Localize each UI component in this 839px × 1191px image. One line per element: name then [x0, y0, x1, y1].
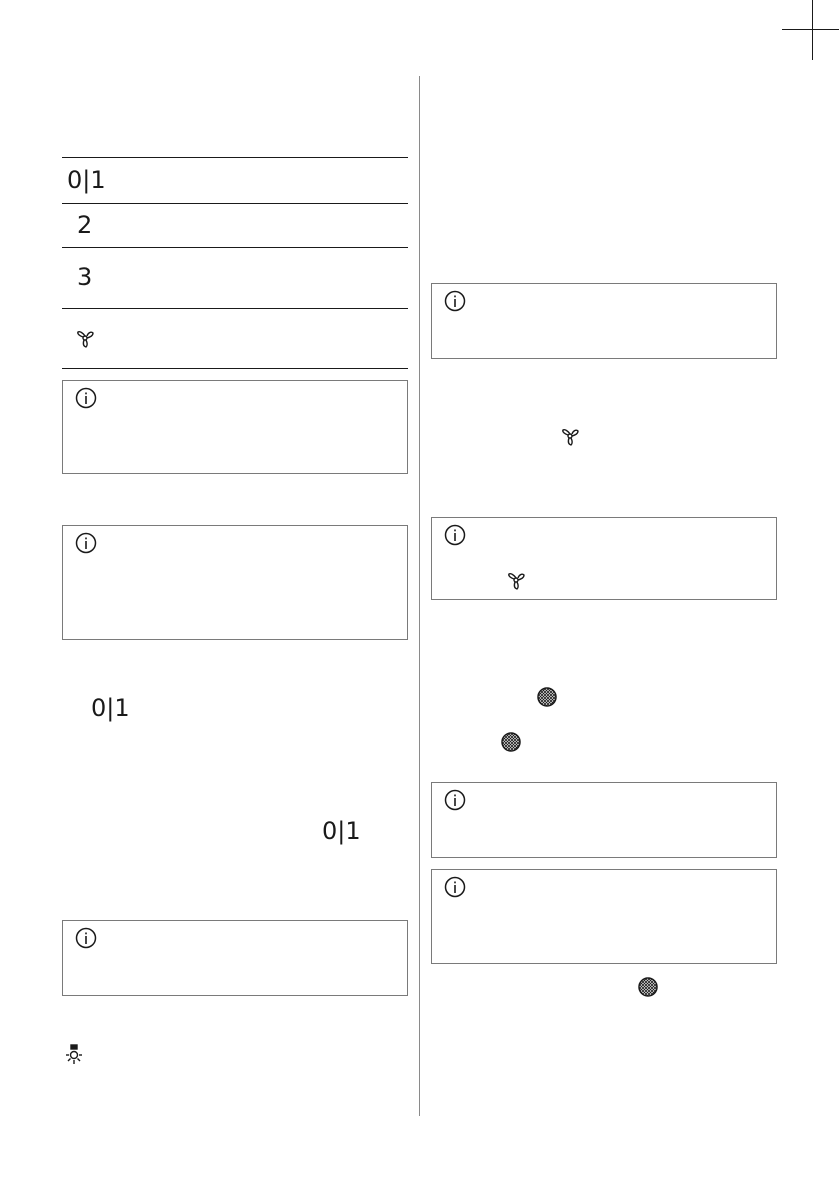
table-rule — [62, 368, 408, 369]
grease-filter-icon — [536, 686, 558, 708]
fan-icon — [505, 569, 527, 591]
info-circle-icon — [75, 532, 97, 554]
info-note-box — [62, 380, 408, 474]
info-note-box — [431, 869, 777, 964]
grease-filter-icon — [500, 731, 522, 753]
info-circle-icon — [444, 290, 466, 312]
speed-3-symbol: 3 — [77, 263, 93, 291]
on-off-symbol-inline: 0|1 — [91, 694, 130, 722]
table-rule — [62, 308, 408, 309]
info-note-box — [62, 525, 408, 640]
crop-mark-vertical — [812, 0, 813, 60]
info-circle-icon — [444, 876, 466, 898]
crop-mark-horizontal — [782, 29, 839, 30]
info-circle-icon — [444, 524, 466, 546]
info-note-box — [62, 920, 408, 996]
table-rule — [62, 157, 408, 158]
grease-filter-icon — [637, 976, 659, 998]
info-note-box — [431, 782, 777, 858]
column-divider — [419, 76, 420, 1116]
info-note-box — [431, 283, 777, 359]
on-off-symbol-inline: 0|1 — [322, 817, 361, 845]
speed-2-symbol: 2 — [77, 211, 93, 239]
fan-icon — [559, 425, 581, 447]
info-circle-icon — [75, 927, 97, 949]
table-rule — [62, 203, 408, 204]
info-circle-icon — [75, 387, 97, 409]
light-bulb-icon — [63, 1044, 85, 1066]
fan-icon — [74, 327, 96, 349]
info-note-box — [431, 517, 777, 600]
table-rule — [62, 247, 408, 248]
on-off-symbol: 0|1 — [67, 166, 106, 194]
info-circle-icon — [444, 789, 466, 811]
